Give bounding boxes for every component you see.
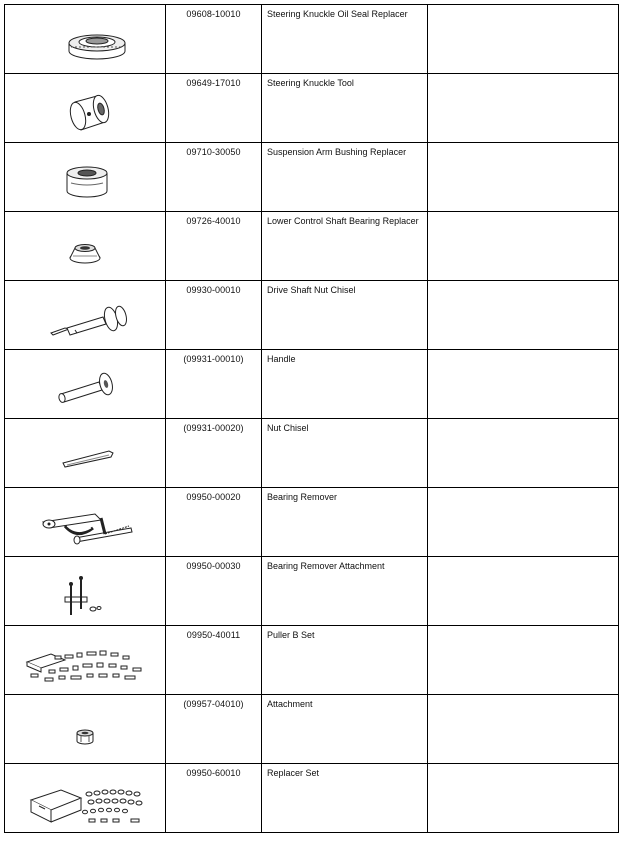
note-cell	[428, 143, 619, 212]
tool-name-cell	[262, 281, 428, 350]
drive-shaft-nut-chisel-illustration	[5, 281, 165, 349]
table-row	[5, 350, 619, 419]
tool-image-cell	[5, 764, 166, 833]
tool-image-cell	[5, 5, 166, 74]
tool-name: Replacer Set	[267, 768, 320, 778]
tool-name-cell	[262, 5, 428, 74]
note-cell	[428, 695, 619, 764]
note-cell	[428, 5, 619, 74]
table-row	[5, 5, 619, 74]
table-row	[5, 557, 619, 626]
table-row	[5, 212, 619, 281]
tool-image-cell	[5, 626, 166, 695]
note-cell	[428, 419, 619, 488]
tool-name-cell	[262, 419, 428, 488]
tool-name: Steering Knuckle Oil Seal Replacer	[267, 9, 408, 19]
part-number-cell	[166, 419, 262, 488]
tool-name-cell	[262, 557, 428, 626]
table-row	[5, 143, 619, 212]
part-number: 09608-10010	[186, 9, 241, 19]
part-number: 09950-40011	[186, 630, 241, 640]
part-number: 09649-17010	[186, 78, 241, 88]
tool-name-cell	[262, 212, 428, 281]
tool-image-cell	[5, 281, 166, 350]
part-number-cell	[166, 557, 262, 626]
steering-knuckle-tool-illustration	[5, 74, 165, 142]
part-number: 09726-40010	[186, 216, 241, 226]
special-tools-table	[4, 4, 619, 833]
nut-chisel-illustration	[5, 419, 165, 487]
table-row	[5, 281, 619, 350]
replacer-set-illustration	[5, 764, 165, 832]
note-cell	[428, 764, 619, 833]
tool-name: Steering Knuckle Tool	[267, 78, 354, 88]
note-cell	[428, 74, 619, 143]
part-number-cell	[166, 764, 262, 833]
part-number-cell	[166, 143, 262, 212]
part-number-cell	[166, 74, 262, 143]
tool-name: Drive Shaft Nut Chisel	[267, 285, 356, 295]
tool-image-cell	[5, 557, 166, 626]
part-number: 09710-30050	[186, 147, 241, 157]
tool-name: Handle	[267, 354, 296, 364]
note-cell	[428, 488, 619, 557]
tool-name-cell	[262, 350, 428, 419]
part-number-cell	[166, 488, 262, 557]
part-number: 09930-00010	[186, 285, 241, 295]
attachment-illustration	[5, 695, 165, 763]
bushing-replacer-illustration	[5, 143, 165, 211]
note-cell	[428, 626, 619, 695]
note-cell	[428, 350, 619, 419]
tool-name: Bearing Remover	[267, 492, 338, 502]
tool-name: Suspension Arm Bushing Replacer	[267, 147, 407, 157]
tool-name: Bearing Remover Attachment	[267, 561, 385, 571]
puller-set-illustration	[5, 626, 165, 694]
bearing-remover-attachment-illustration	[5, 557, 165, 625]
part-number-cell	[166, 626, 262, 695]
tool-name-cell	[262, 695, 428, 764]
part-number: 09950-60010	[186, 768, 241, 778]
tool-image-cell	[5, 143, 166, 212]
table-row	[5, 419, 619, 488]
part-number-cell	[166, 281, 262, 350]
tool-name: Nut Chisel	[267, 423, 309, 433]
table-row	[5, 764, 619, 833]
part-number: 09950-00030	[186, 561, 241, 571]
tool-name-cell	[262, 74, 428, 143]
tool-image-cell	[5, 419, 166, 488]
part-number-cell	[166, 695, 262, 764]
tool-name-cell	[262, 488, 428, 557]
table-row	[5, 488, 619, 557]
part-number: (09931-00010)	[183, 354, 244, 364]
table-row	[5, 695, 619, 764]
part-number-cell	[166, 350, 262, 419]
tool-name-cell	[262, 143, 428, 212]
note-cell	[428, 557, 619, 626]
tool-name: Lower Control Shaft Bearing Replacer	[267, 216, 419, 226]
table-row	[5, 74, 619, 143]
note-cell	[428, 212, 619, 281]
tool-name: Attachment	[267, 699, 313, 709]
table-row	[5, 626, 619, 695]
oil-seal-replacer-illustration	[5, 5, 165, 73]
tool-name-cell	[262, 626, 428, 695]
tool-name-cell	[262, 764, 428, 833]
tool-image-cell	[5, 74, 166, 143]
part-number: 09950-00020	[186, 492, 241, 502]
tool-image-cell	[5, 695, 166, 764]
tool-image-cell	[5, 212, 166, 281]
part-number: (09931-00020)	[183, 423, 244, 433]
part-number-cell	[166, 5, 262, 74]
note-cell	[428, 281, 619, 350]
handle-illustration	[5, 350, 165, 418]
bearing-remover-illustration	[5, 488, 165, 556]
part-number-cell	[166, 212, 262, 281]
bearing-replacer-illustration	[5, 212, 165, 280]
part-number: (09957-04010)	[183, 699, 244, 709]
tool-image-cell	[5, 488, 166, 557]
tool-name: Puller B Set	[267, 630, 315, 640]
tool-image-cell	[5, 350, 166, 419]
